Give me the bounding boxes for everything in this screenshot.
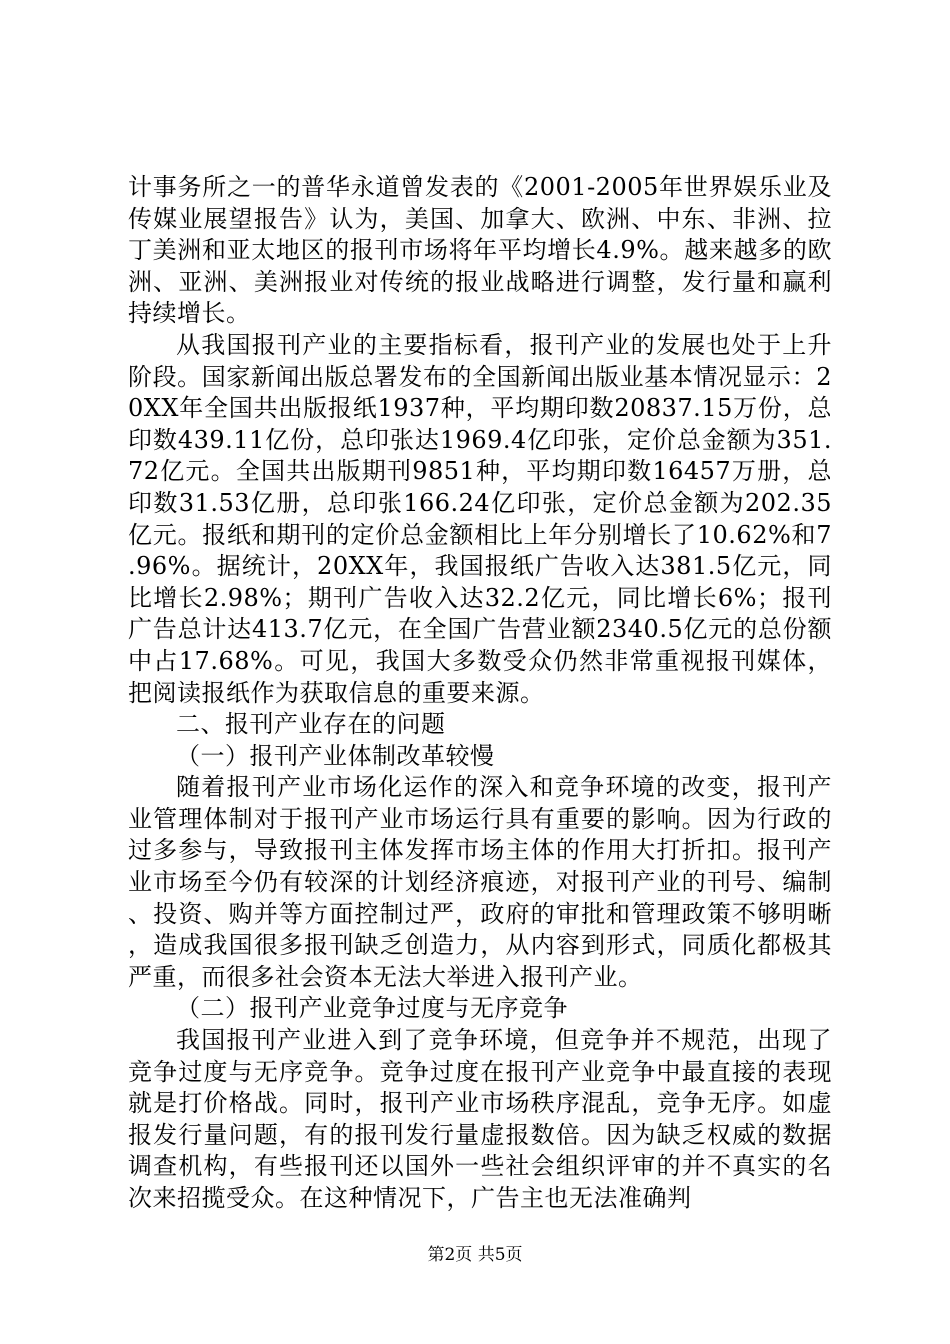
section-heading-problems: 二、报刊产业存在的问题	[176, 710, 446, 739]
paragraph-competition: 我国报刊产业进入到了竞争环境，但竞争并不规范，出现了竞争过度与无序竞争。竞争过度在报刊产业竞争中最直接的表现就是打价格战。同时，报刊产业市场秩序混乱，竞争无序。如虚报发行量问题，有的报刊发行量虚报数倍。因为缺乏权威的数据调查机构，有些报刊还以国外一些社会组织评审的并不真实的名次来招揽受众。在这种情况下，广告主也无法准确判	[128, 1026, 832, 1212]
page-number-footer: 第2页 共5页	[427, 1245, 523, 1265]
paragraph-reform: 随着报刊产业市场化运作的深入和竞争环境的改变，报刊产业管理体制对于报刊产业市场运行具有重要的影响。因为行政的过多参与，导致报刊主体发挥市场主体的作用大打折扣。报刊产业市场至今仍有较深的计划经济痕迹，对报刊产业的刊号、编制、投资、购并等方面控制过严，政府的审批和管理政策不够明晰，造成我国很多报刊缺乏创造力，从内容到形式，同质化都极其严重，而很多社会资本无法大举进入报刊产业。	[128, 773, 832, 991]
paragraph-industry-indicators: 从我国报刊产业的主要指标看，报刊产业的发展也处于上升阶段。国家新闻出版总署发布的全国新闻出版业基本情况显示：20XX年全国共出版报纸1937种，平均期印数20837.15万份，总印数439.11亿份，总印张达1969.4亿印张，定价总金额为351.72亿元。全国共出版期刊9851种，平均期印数16457万册，总印数31.53亿册，总印张166.24亿印张，定价总金额为202.35亿元。报纸和期刊的定价总金额相比上年分别增长了10.62%和7.96%。据统计，20XX年，我国报纸广告收入达381.5亿元，同比增长2.98%；期刊广告收入达32.2亿元，同比增长6%；报刊广告总计达413.7亿元，在全国广告营业额2340.5亿元的总份额中占17.68%。可见，我国大多数受众仍然非常重视报刊媒体，把阅读报纸作为获取信息的重要来源。	[128, 330, 832, 707]
paragraph-continued: 计事务所之一的普华永道曾发表的《2001-2005年世界娱乐业及传媒业展望报告》认为，美国、加拿大、欧洲、中东、非洲、拉丁美洲和亚太地区的报刊市场将年平均增长4.9%。越来越多的欧洲、亚洲、美洲报业对传统的报业战略进行调整，发行量和赢利持续增长。	[128, 173, 832, 328]
document-body	[128, 172, 832, 1215]
subsection-heading-competition: （二）报刊产业竞争过度与无序竞争	[176, 994, 568, 1023]
subsection-heading-reform: （一）报刊产业体制改革较慢	[176, 741, 495, 770]
